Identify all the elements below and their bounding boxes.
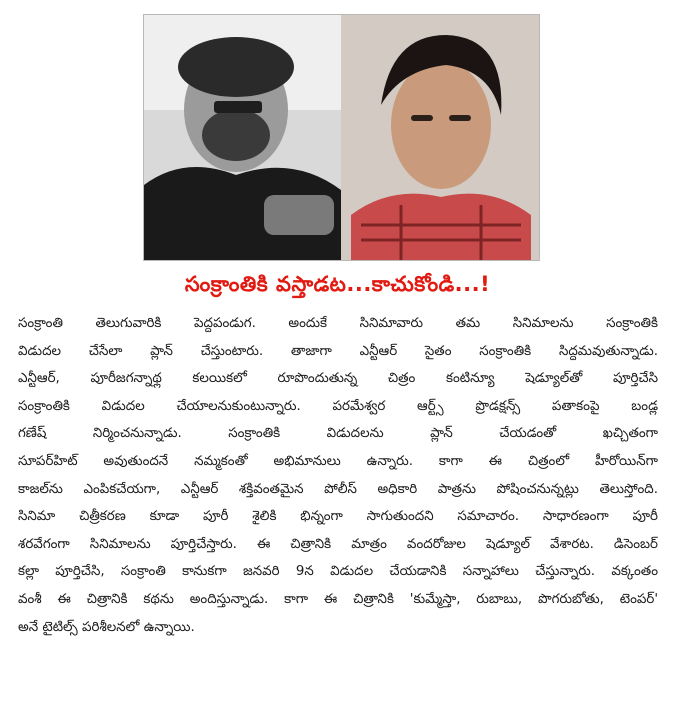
article-line: కాజల్‌ను ఎంపికచేయగా, ఎన్టీఆర్ శక్తివంతమైన పోలీస్ అధికారి పాత్రను పోషించనున్నట్లు తెలుస్తోంది. [18, 481, 658, 497]
photo-ntr [341, 15, 539, 260]
article-line: సంక్రాంతి తెలుగువారికి పెద్దపండుగ. అందుకే సినిమావారు తమ సినిమాలను సంక్రాంతికి [18, 316, 658, 331]
article-body [18, 310, 658, 641]
headline: సంక్రాంతికి వస్తాడట...కాచుకోండి...! [184, 272, 491, 296]
article-line: ఎన్టీఆర్, పూరీజగన్నాథ్ల కలయికలో రూపొందుతున్న చిత్రం కంటిన్యూ షెడ్యూల్‌తో పూర్తిచేసి [18, 371, 658, 387]
article-line: వంశీ ఈ చిత్రానికి కథను అందిస్తున్నాడు. కాగా ఈ చిత్రానికి 'కుమ్మేస్తా, రుబాబు, పొగరుబోతు, టెంపర్' [18, 591, 658, 607]
article-line: సినిమా చిత్రీకరణ కూడా పూరీ శైలికి భిన్నంగా సాగుతుందని సమాచారం. సాధారణంగా పూరీ [18, 509, 658, 525]
article-line: సూపర్‌హిట్ అవుతుందనే నమ్మకంతో అభిమానులు ఉన్నారు. కాగా ఈ చిత్రంలో హీరోయిన్‌గా [18, 453, 658, 469]
photo-puri-jagannadh [144, 15, 341, 260]
article-line: విడుదల చేసేలా ప్లాన్ చేస్తుంటారు. తాజాగా ఎన్టీఆర్ సైతం సంక్రాంతికి సిద్దమవుతున్నాడు. [18, 343, 658, 359]
article-line: గణేష్ నిర్మించనున్నాడు. సంక్రాంతికి విడుదలను ప్లాన్ చేయడంతో ఖచ్చితంగా [18, 426, 658, 442]
article-line: కల్లా పూర్తిచేసి, సంక్రాంతి కానుకగా జనవరి 9న విడుదల చేయడానికి సన్నాహాలు చేస్తున్నారు. వక్కంతం [18, 564, 658, 580]
article-line: అనే టైటిల్స్ పరిశీలనలో ఉన్నాయి. [18, 619, 195, 635]
header-photo [143, 14, 540, 261]
article-line: శరవేగంగా సినిమాలను పూర్తిచేస్తారు. ఈ చిత్రానికి మాత్రం వందరోజుల షెడ్యూల్ వేశారట. డిసెంబర్ [18, 536, 658, 552]
article-line: సంక్రాంతికి విడుదల చేయాలనుకుంటున్నారు. పరమేశ్వర ఆర్ట్స్ ప్రొడక్షన్స్ పతాకంపై బండ్ల [18, 398, 658, 414]
